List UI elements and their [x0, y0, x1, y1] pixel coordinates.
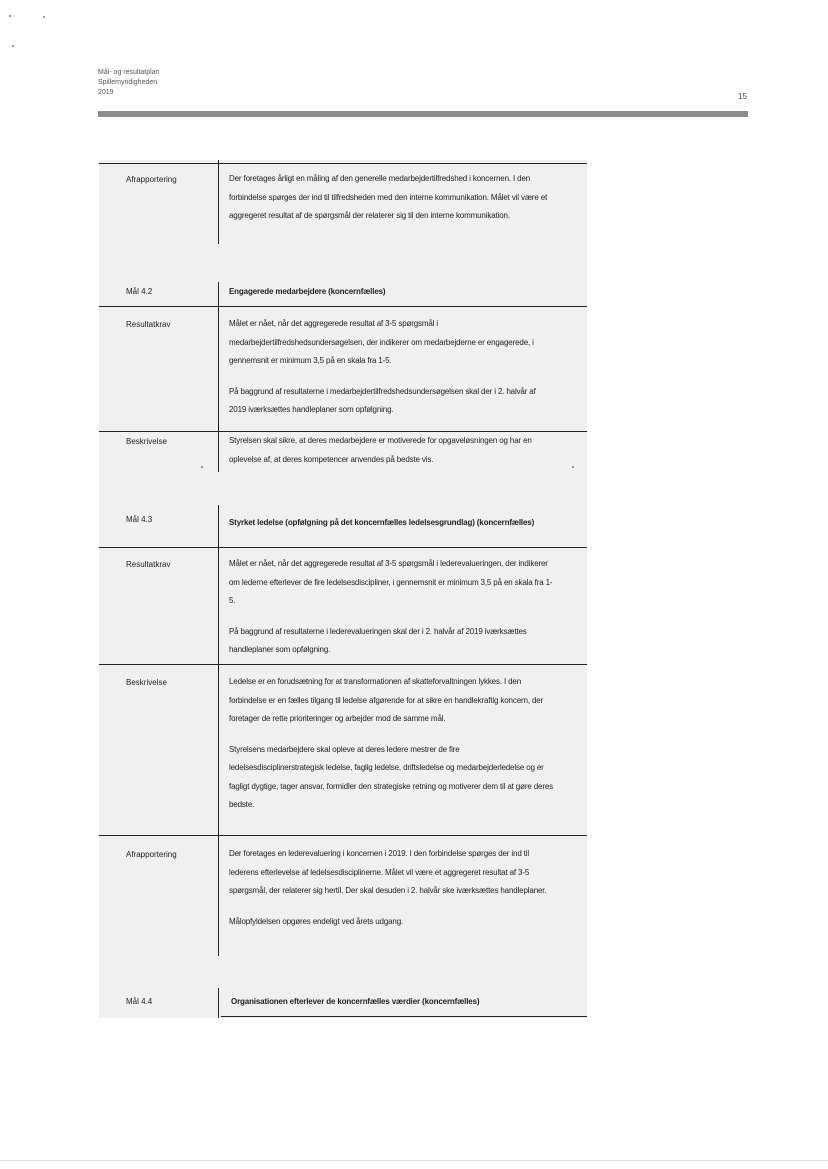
speck	[572, 466, 574, 468]
speck	[201, 466, 203, 468]
table-rule	[99, 664, 587, 665]
row-label: Afrapportering	[126, 175, 177, 184]
row-label: Resultatkrav	[126, 320, 171, 329]
row-text	[229, 673, 554, 815]
paragraph: Ledelse er en forudsætning for at transformationen af skatteforvaltningen lykkes. I den forbindelse er en fælles tilgang til ledelse afgørende for at sikre en handlekraftig koncern, der foretager de rette prioriteringer og arbejder mod de samme mål.	[229, 677, 544, 723]
paragraph: Målopfyldelsen opgøres endeligt ved årets udgang.	[229, 916, 404, 926]
paragraph: Målet er nået, når det aggregerede resultat af 3-5 spørgsmål i medarbejdertilfredshedsundersøgelsen, der indikerer om medarbejderne er engagerede, i gennemsnit er minimum 3,5 på en skala fra 1-5.	[229, 319, 534, 365]
column-divider	[218, 988, 219, 1018]
paragraph: På baggrund af resultaterne i lederevalueringen skal der i 2. halvår af 2019 iværksættes handleplaner som opfølgning.	[229, 626, 527, 654]
paragraph: Styrelsen skal sikre, at deres medarbejdere er motiverede for opgaveløsningen og har en oplevelse af, at deres kompetencer anvendes på bedste vis.	[229, 436, 532, 464]
row-text	[229, 432, 554, 469]
table-rule	[99, 835, 587, 836]
paragraph: Der foretages en lederevaluering i koncernen i 2019. I den forbindelse spørges der ind til lederens efterlevelse af ledelsesdisciplinerne. Målet vil være et aggregeret resultat af 3-5 spørgsmål, der relaterer sig hertil. Der skal desuden i 2. halvår ske iværksættes handleplaner.	[229, 849, 547, 895]
table-rule	[221, 1016, 587, 1017]
goals-table	[99, 160, 587, 1018]
table-rule	[99, 306, 587, 307]
row-label: Beskrivelse	[126, 437, 167, 446]
plan-title: Mål- og resultatplan	[98, 69, 160, 76]
header-bar	[98, 111, 748, 117]
goal-heading: Engagerede medarbejdere (koncernfælles)	[229, 287, 386, 296]
column-divider	[218, 160, 219, 244]
column-divider	[218, 282, 219, 472]
goal-id: Mål 4.3	[126, 515, 153, 524]
paragraph: Der foretages årligt en måling af den generelle medarbejdertilfredshed i koncernen. I den forbindelse spørges der ind til tilfredsheden med den interne kommunikation. Målet vil være et aggregeret resultat af de spørgsmål der relaterer sig til den interne kommunikation.	[229, 174, 548, 220]
column-divider	[218, 505, 219, 956]
paragraph: Målet er nået, når det aggregerede resultat af 3-5 spørgsmål i lederevalueringen, der indikerer om lederne efterlever de fire ledelsesdiscipliner, i gennemsnit er minimum 3,5 på en skala fra 1-5.	[229, 559, 553, 605]
agency-name: Spillemyndigheden	[98, 79, 158, 86]
goal-id: Mål 4.4	[126, 997, 153, 1006]
row-label: Afrapportering	[126, 850, 177, 859]
plan-year: 2019	[98, 89, 114, 96]
goal-heading: Organisationen efterlever de koncernfælles værdier (koncernfælles)	[231, 997, 480, 1006]
speck	[9, 15, 11, 17]
row-label: Beskrivelse	[126, 678, 167, 687]
goal-id: Mål 4.2	[126, 287, 153, 296]
table-rule	[99, 547, 587, 548]
page-number: 15	[738, 92, 747, 101]
row-text	[229, 555, 554, 660]
paragraph: På baggrund af resultaterne i medarbejdertilfredshedsundersøgelsen skal der i 2. halvår af 2019 iværksættes handleplaner som opfølgning.	[229, 386, 536, 414]
goal-heading: Styrket ledelse (opfølgning på det koncernfælles ledelsesgrundlag) (koncernfælles)	[229, 518, 535, 527]
row-text	[229, 170, 554, 226]
page-bottom-rule	[0, 1160, 828, 1161]
row-label: Resultatkrav	[126, 560, 171, 569]
row-text	[229, 845, 554, 931]
row-text	[229, 315, 554, 420]
speck	[12, 45, 14, 47]
table-rule	[99, 163, 587, 164]
speck	[43, 16, 45, 18]
page-header-meta	[98, 68, 159, 98]
paragraph: Styrelsens medarbejdere skal opleve at deres ledere mestrer de fire ledelsesdisciplinerstrategisk ledelse, faglig ledelse, driftsledelse og medarbejderledelse og er fagligt dygtige, tager ansvar, formidler den strategiske retning og motiverer dem til at gøre deres bedste.	[229, 744, 553, 809]
